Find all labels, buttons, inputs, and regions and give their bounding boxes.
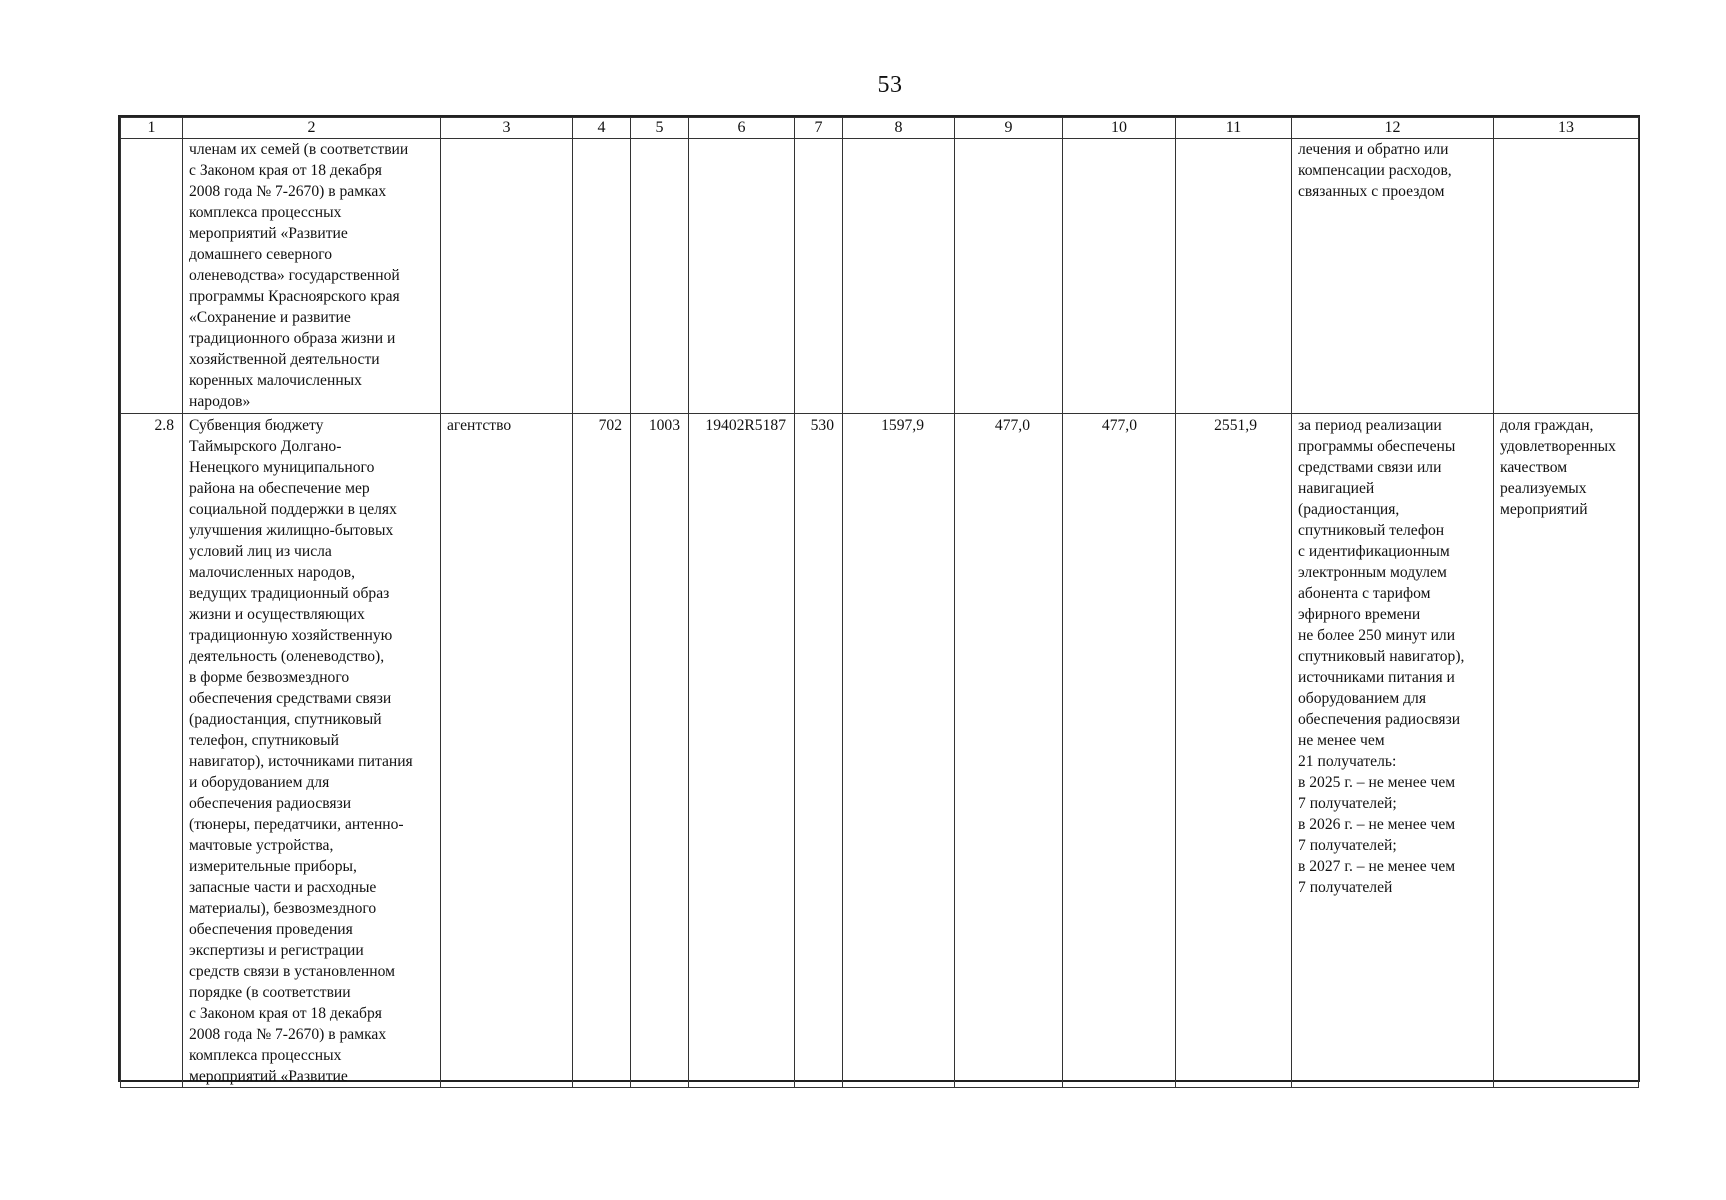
column-header: 13 — [1494, 118, 1639, 139]
result-text: за период реализации программы обеспечены средствами связи или навигацией (радиостанция, спутниковый телефон с идентификационным электронным модулем абонента с тарифом эфирного времени не более 250 минут или спутниковый навигатор), источниками питания и оборудованием для обеспечения радиосвязи не менее чем 21 получатель: в 2025 г. – не менее чем 7 получателей; в 2026 г. – не менее чем 7 получателей; в 2027 г. – не менее чем 7 получателей — [1298, 417, 1465, 896]
column-header: 5 — [631, 118, 689, 139]
cell-result — [1292, 414, 1494, 1088]
cell-amount-8: 1597,9 — [843, 414, 955, 1088]
column-header: 6 — [689, 118, 795, 139]
result-text: лечения и обратно или компенсации расходов, связанных с проездом — [1298, 141, 1452, 200]
indicator-text: доля граждан, удовлетворенных качеством реализуемых мероприятий — [1500, 417, 1616, 518]
cell-amount-9 — [955, 139, 1063, 414]
cell-amount-11: 2551,9 — [1176, 414, 1292, 1088]
cell-indicator — [1494, 414, 1639, 1088]
cell-code-6 — [689, 139, 795, 414]
cell-code-7 — [795, 139, 843, 414]
cell-code-5: 1003 — [631, 414, 689, 1088]
column-header: 11 — [1176, 118, 1292, 139]
table-row-2-8 — [121, 414, 1639, 1088]
budget-table — [120, 117, 1639, 1088]
cell-amount-10: 477,0 — [1063, 414, 1176, 1088]
cell-amount-8 — [843, 139, 955, 414]
row-number: 2.8 — [154, 417, 174, 434]
column-header: 4 — [573, 118, 631, 139]
column-header: 2 — [183, 118, 441, 139]
cell-code-4: 702 — [573, 414, 631, 1088]
column-header: 7 — [795, 118, 843, 139]
cell-executor — [441, 139, 573, 414]
table-header-row — [121, 118, 1639, 139]
description-text: членам их семей (в соответствии с Законом края от 18 декабря 2008 года № 7-2670) в рамках комплекса процессных мероприятий «Развитие домашнего северного оленеводства» государственной программы Красноярского края «Сохранение и развитие традиционного образа жизни и хозяйственной деятельности коренных малочисленных народов» — [189, 141, 409, 410]
cell-indicator — [1494, 139, 1639, 414]
cell-code-7: 530 — [795, 414, 843, 1088]
column-header: 3 — [441, 118, 573, 139]
table-row-continued — [121, 139, 1639, 414]
cell-description — [183, 139, 441, 414]
cell-amount-11 — [1176, 139, 1292, 414]
column-header: 9 — [955, 118, 1063, 139]
cell-number — [121, 139, 183, 414]
column-header: 1 — [121, 118, 183, 139]
cell-result — [1292, 139, 1494, 414]
cell-description — [183, 414, 441, 1088]
page-number: 53 — [877, 72, 903, 98]
cell-number — [121, 414, 183, 1088]
cell-code-5 — [631, 139, 689, 414]
cell-code-4 — [573, 139, 631, 414]
cell-executor — [441, 414, 573, 1088]
description-text: Субвенция бюджету Таймырского Долгано- Ненецкого муниципального района на обеспечение мер социальной поддержки в целях улучшения жилищно-бытовых условий лиц из числа малочисленных народов, ведущих традиционный образ жизни и осуществляющих традиционную хозяйственную деятельность (оленеводство), в форме безвозмездного обеспечения средствами связи (радиостанция, спутниковый телефон, спутниковый навигатор), источниками питания и оборудованием для обеспечения радиосвязи (тюнеры, передатчики, антенно- мачтовые устройства, измерительные приборы, запасные части и расходные материалы), безвозмездного обеспечения проведения экспертизы и регистрации средств связи в установленном порядке (в соответствии с Законом края от 18 декабря 2008 года № 7-2670) в рамках комплекса процессных мероприятий «Развитие — [189, 417, 413, 1085]
budget-table-container — [118, 115, 1640, 1085]
column-header: 10 — [1063, 118, 1176, 139]
cell-amount-9: 477,0 — [955, 414, 1063, 1088]
column-header: 8 — [843, 118, 955, 139]
column-header: 12 — [1292, 118, 1494, 139]
executor-text: агентство — [447, 417, 512, 434]
cell-code-6: 19402R5187 — [689, 414, 795, 1088]
cell-amount-10 — [1063, 139, 1176, 414]
